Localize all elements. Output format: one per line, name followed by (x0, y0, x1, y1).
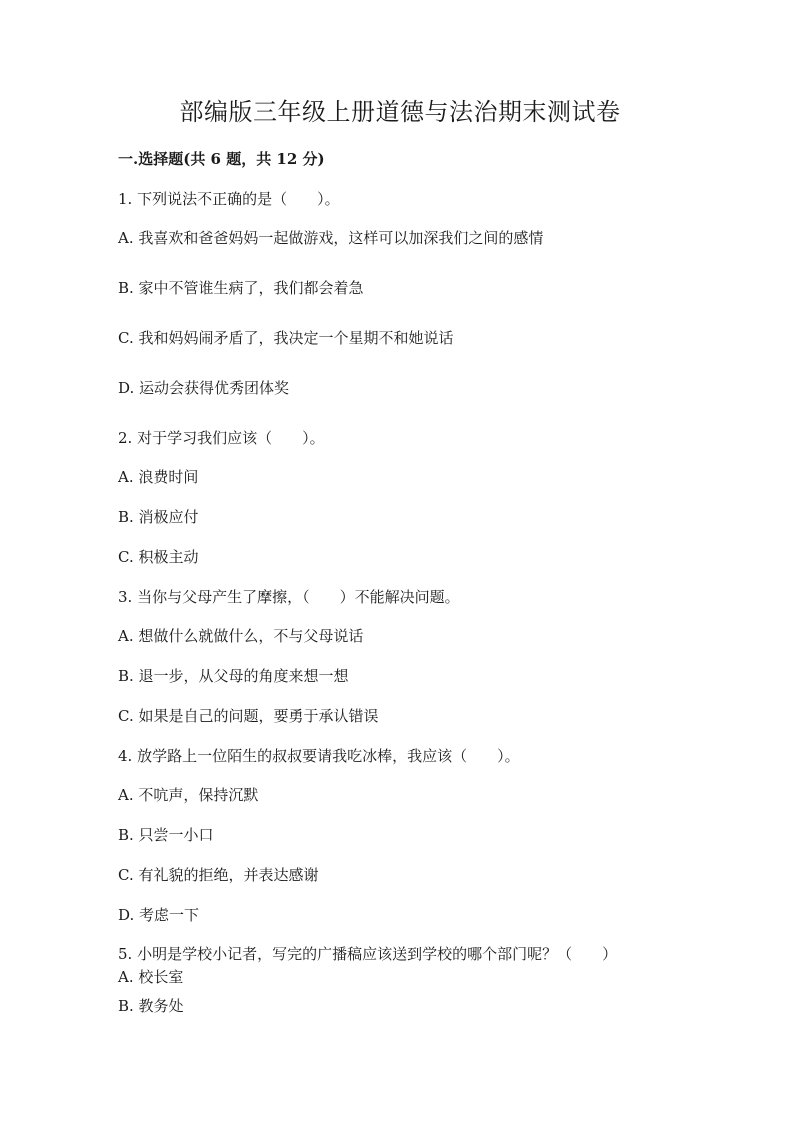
answer-option: A. 校长室 (118, 968, 184, 986)
answer-option: D. 考虑一下 (118, 906, 200, 924)
question-stem: 2. 对于学习我们应该（ ）。 (118, 429, 325, 447)
answer-option: B. 消极应付 (118, 508, 199, 526)
question-stem: 4. 放学路上一位陌生的叔叔要请我吃冰棒，我应该（ ）。 (118, 747, 520, 765)
answer-option: B. 教务处 (118, 997, 184, 1015)
answer-option: C. 如果是自己的问题，要勇于承认错误 (118, 707, 379, 725)
answer-option: A. 不吭声，保持沉默 (118, 786, 259, 804)
answer-option: B. 家中不管谁生病了，我们都会着急 (118, 279, 364, 297)
question-stem: 5. 小明是学校小记者，写完的广播稿应该送到学校的哪个部门呢？（ ） (118, 945, 618, 963)
answer-option: B. 只尝一小口 (118, 826, 214, 844)
question-stem: 1. 下列说法不正确的是（ ）。 (118, 190, 340, 208)
question-stem: 3. 当你与父母产生了摩擦，（ ）不能解决问题。 (118, 588, 460, 606)
answer-option: A. 我喜欢和爸爸妈妈一起做游戏，这样可以加深我们之间的感情 (118, 229, 544, 247)
answer-option: B. 退一步，从父母的角度来想一想 (118, 667, 349, 685)
answer-option: D. 运动会获得优秀团体奖 (118, 379, 290, 397)
exam-title: 部编版三年级上册道德与法治期末测试卷 (179, 98, 621, 126)
answer-option: A. 想做什么就做什么，不与父母说话 (118, 627, 364, 645)
answer-option: C. 积极主动 (118, 548, 199, 566)
answer-option: A. 浪费时间 (118, 468, 199, 486)
answer-option: C. 有礼貌的拒绝，并表达感谢 (118, 866, 319, 884)
answer-option: C. 我和妈妈闹矛盾了，我决定一个星期不和她说话 (118, 329, 454, 347)
section-heading: 一.选择题(共 6 题，共 12 分) (118, 150, 325, 168)
